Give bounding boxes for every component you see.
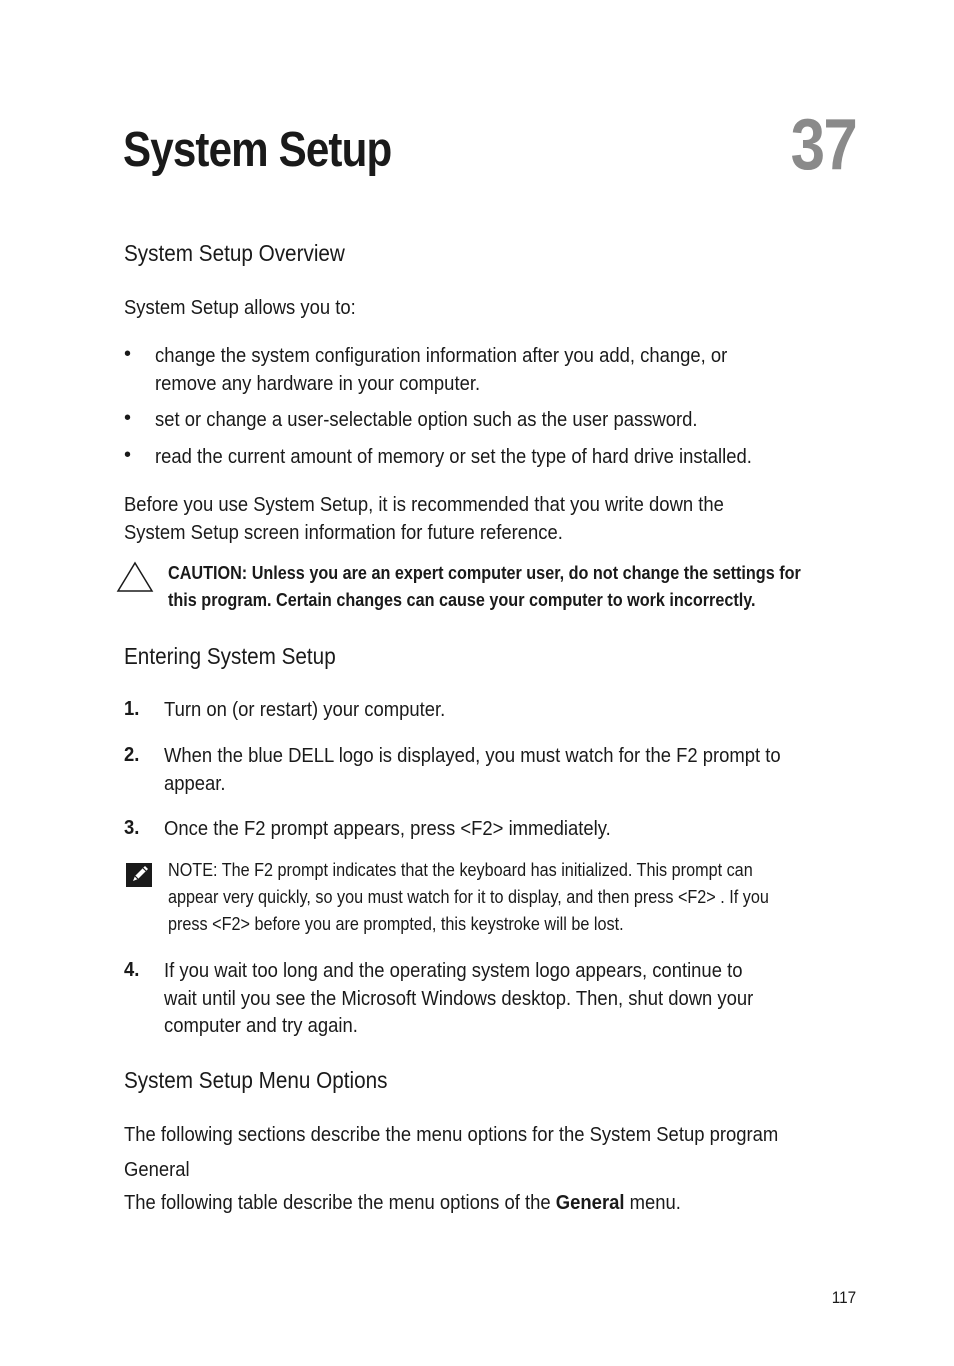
bullet-1: [155, 342, 727, 397]
caution-text: [168, 560, 801, 614]
bullet-3-line-1: read the current amount of memory or set the type of hard drive installed.: [155, 445, 752, 468]
step-1: [164, 696, 445, 724]
overview-intro: System Setup allows you to:: [124, 296, 356, 319]
overview-heading: System Setup Overview: [124, 240, 345, 266]
entering-heading: Entering System Setup: [124, 643, 336, 669]
before-paragraph: [124, 491, 724, 546]
bullet-3: [155, 443, 752, 471]
general-subheading: General: [124, 1158, 190, 1181]
general-desc-bold: General: [555, 1191, 625, 1214]
caution-line-1: CAUTION: Unless you are an expert computer user, do not change the settings for: [168, 563, 801, 583]
note-line-1-text: The F2 prompt indicates that the keyboard has initialized. This prompt can: [217, 860, 753, 880]
step-3-number: 3.: [124, 816, 140, 839]
caution-line-2: this program. Certain changes can cause your computer to work incorrectly.: [168, 590, 756, 610]
step-4-line-1: If you wait too long and the operating system logo appears, continue to: [164, 959, 743, 982]
bullet-1-line-1: change the system configuration information after you add, change, or: [155, 344, 728, 367]
general-desc-suffix: menu.: [624, 1191, 681, 1214]
step-4-line-3: computer and try again.: [164, 1014, 358, 1037]
step-4-line-2: wait until you see the Microsoft Windows desktop. Then, shut down your: [164, 986, 754, 1010]
chapter-title: System Setup: [123, 123, 392, 177]
caution-icon: [116, 561, 154, 593]
bullet-1-line-2: remove any hardware in your computer.: [155, 371, 481, 395]
step-4-number: 4.: [124, 958, 140, 981]
step-1-number: 1.: [124, 697, 140, 720]
step-2: [164, 742, 781, 797]
menu-options-intro: The following sections describe the menu options for the System Setup program: [124, 1123, 779, 1146]
bullet-2-line-1: set or change a user-selectable option such as the user password.: [155, 408, 698, 431]
note-pencil-icon: [125, 862, 153, 888]
bullet-dot: •: [124, 407, 132, 429]
note-line-3: press <F2> before you are prompted, this keystroke will be lost.: [168, 914, 624, 934]
step-3-line-1: Once the F2 prompt appears, press <F2> immediately.: [164, 817, 611, 840]
chapter-number: 37: [790, 105, 856, 185]
bullet-dot: •: [124, 343, 132, 365]
note-text: [168, 857, 769, 938]
before-line-1: Before you use System Setup, it is recommended that you write down the: [124, 493, 724, 516]
general-description: [124, 1189, 681, 1217]
page-number: 117: [831, 1288, 856, 1307]
bullet-dot: •: [124, 444, 132, 466]
menu-options-heading: System Setup Menu Options: [124, 1067, 388, 1093]
note-line-2: appear very quickly, so you must watch for it to display, and then press <F2> . If you: [168, 887, 769, 907]
step-1-line-1: Turn on (or restart) your computer.: [164, 698, 446, 721]
note-label: NOTE:: [168, 860, 218, 880]
step-2-number: 2.: [124, 743, 140, 766]
step-4: [164, 957, 753, 1040]
step-2-line-1: When the blue DELL logo is displayed, you must watch for the F2 prompt to: [164, 744, 781, 767]
step-2-line-2: appear.: [164, 771, 226, 795]
general-desc-prefix: The following table describe the menu options of the: [124, 1191, 556, 1214]
before-line-2: System Setup screen information for future reference.: [124, 520, 563, 544]
bullet-2: [155, 406, 698, 434]
note-line-1: [168, 857, 769, 884]
step-3: [164, 815, 611, 843]
